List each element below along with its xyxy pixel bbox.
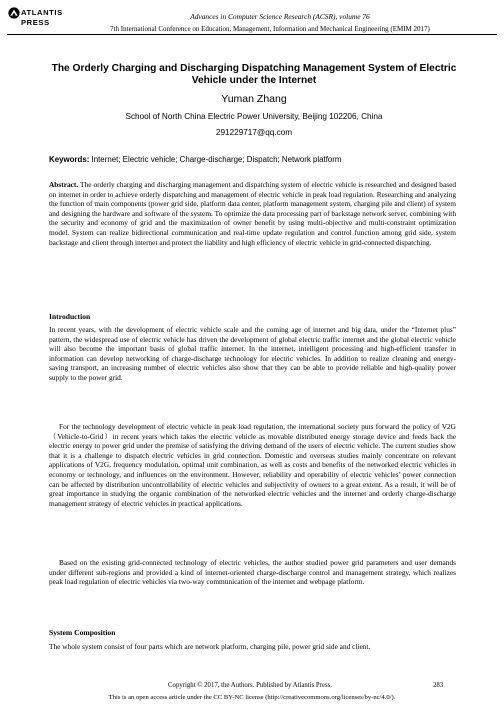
series-title: Advances in Computer Science Research (ACSR), volume 76 xyxy=(190,12,370,21)
license-notice: This is an open access article under the CC BY-NC license (http://creativecommons.org/licenses/by-nc/4.0/). xyxy=(108,694,396,701)
introduction-paragraph-2: For the technology development of electric vehicle in peak load regulation, the international society puts forward the policy of V2G（Vehicle-to-Grid）in recent years which takes the electric vehicle as movable distributed energy storage device and feeds back the electric energy to power grid under the premise of satisfying the driving demand of the users of electric vehicle. The current studies show that it is a challenge to dispatch electric vehicles in grid connection. Domestic and overseas studies mainly concentrate on relevant applications of V2G, frequency modulation, optimal unit combination, as well as costs and benefits of the networked electric vehicles in economy or technology, and influences on the environment. However, reliability and operability of electric vehicles’ power connection can be affected by distribution uncontrollability of electric vehicles and subjectivity of owners to a great extent. As a result, it will be of great importance in studying the organic combination of the networked electric vehicles and the internet and orderly charge-discharge management strategy of electric vehicles in practical applications. xyxy=(49,422,456,508)
abstract-text: The orderly charging and discharging management and dispatching system of electric vehicle is researched and designed based on internet in order to achieve orderly dispatching and management of electric vehicle in peak load regulation. Researching and analyzing the function of main components (power grid side, platform data center, platform management system, charging pile and client) of system and designing the hardware and software of the system. To optimize the data processing part of backstage network server, combining with the security and economy of grid and the maximization of owner benefit by using multi-objective and multi-constraint optimization model. System can realize bidirectional communication and real-time update regulation and control function among grid side, system backstage and client through internet and protect the liability and high efficiency of electric vehicle in grid-connected dispatching. xyxy=(49,180,456,247)
introduction-paragraph-3: Based on the existing grid-connected technology of electric vehicles, the author studied power grid parameters and user demands under different sub-regions and provided a kind of internet-oriented charge-discharge control and management strategy, which realizes peak load regulation of electric vehicles via two-way communication of the internet and webpage platform. xyxy=(49,558,456,587)
system-composition-paragraph: The whole system consist of four parts which are network platform, charging pile, power grid side and client. xyxy=(49,642,371,651)
header-rule xyxy=(7,34,497,35)
publisher-logo xyxy=(8,7,63,37)
system-composition-heading: System Composition xyxy=(49,628,116,637)
author-name: Yuman Zhang xyxy=(221,93,287,105)
introduction-paragraph-1: In recent years, with the development of electric vehicle scale and the coming age of internet and big data, under the “Internet plus” pattern, the widespread use of electric vehicle has driven the development of global electric traffic internet and the global electric vehicle will also become the important basis of global traffic internet. In the internet, intelligent processing and high-efficient transfer in information can develop networking of charge-discharge technology for electric vehicles. In addition to realize cleaning and energy-saving transport, an increasing number of electric vehicles also show that they can be able to provide reliable and high-quality power supply to the power grid. xyxy=(49,325,456,382)
publisher-name-line2: PRESS xyxy=(21,18,50,27)
keywords-label: Keywords: xyxy=(49,155,90,164)
author-affiliation: School of North China Electric Power University, Beijing 102206, China xyxy=(125,112,383,121)
author-email: 291229717@qq.com xyxy=(215,128,293,137)
keywords-list: Internet; Electric vehicle; Charge-discharge; Dispatch; Network platform xyxy=(89,155,342,164)
page-number: 283 xyxy=(433,682,444,689)
copyright-notice: Copyright © 2017, the Authors. Published by Atlantis Press. xyxy=(168,682,332,689)
paper-title: The Orderly Charging and Discharging Dispatching Management System of Electric Vehicle under the Internet xyxy=(51,63,457,86)
abstract-label: Abstract. xyxy=(49,180,79,189)
atlantis-logo-icon xyxy=(8,7,20,19)
publisher-name-line1: ATLANTIS xyxy=(21,8,63,17)
abstract xyxy=(49,180,456,247)
keywords xyxy=(49,155,469,164)
introduction-heading: Introduction xyxy=(49,312,91,321)
conference-title: 7th International Conference on Education, Management, Information and Mechanical Engineering (EMIM 2017) xyxy=(110,25,430,33)
